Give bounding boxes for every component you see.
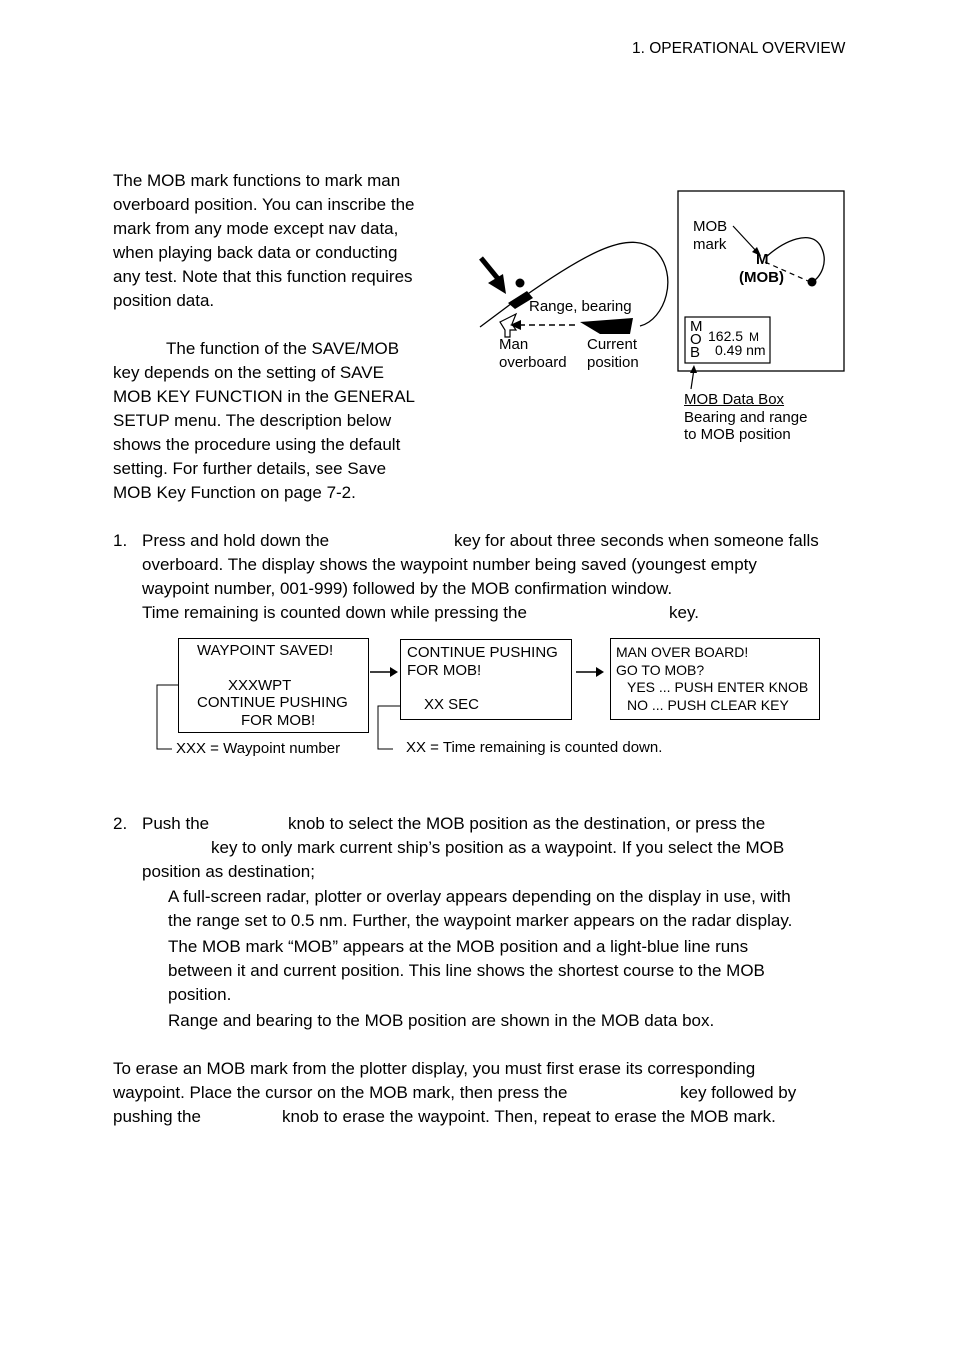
step2-line: knob to select the MOB position as the destination, or press the [288,814,766,833]
note-line: key depends on the setting of SAVE [113,363,384,382]
overboard-label: overboard [499,354,567,371]
databox-letter: O [690,331,702,348]
step1-line: Time remaining is counted down while pressing the [142,603,527,622]
mob-paren-symbol: (MOB) [739,269,784,286]
intro-line: mark from any mode except nav data, [113,219,399,238]
mark-label: mark [693,236,727,253]
databox-desc: Bearing and range [684,409,808,426]
step2-subline: Range and bearing to the MOB position are shown in the MOB data box. [168,1011,715,1030]
box-text: CONTINUE PUSHING [197,694,348,711]
databox-title: MOB Data Box [684,391,785,408]
box-text: WAYPOINT SAVED! [197,642,334,659]
note-line: SETUP menu. The description below [113,411,392,430]
waypoint-saved-box [178,638,369,733]
erase-line: knob to erase the waypoint. Then, repeat to erase the MOB mark. [282,1107,776,1126]
step2-line: Push the [142,814,210,833]
step2-line: position as destination; [142,862,315,881]
section-header: 1. OPERATIONAL OVERVIEW [632,40,846,57]
step2-subline: the range set to 0.5 nm. Further, the waypoint marker appears on the radar display. [168,911,793,930]
box-text: CONTINUE PUSHING [407,644,558,661]
step1-line: key for about three seconds when someone falls [454,531,819,550]
erase-line: pushing the [113,1107,201,1126]
box-text: MAN OVER BOARD! [616,644,749,660]
box-text: GO TO MOB? [616,662,705,678]
note-line: MOB KEY FUNCTION in the GENERAL [113,387,415,406]
erase-line: waypoint. Place the cursor on the MOB mark, then press the [113,1083,568,1102]
mob-label: MOB [693,218,728,235]
databox-desc: to MOB position [684,426,791,443]
step2-subline: between it and current position. This line shows the shortest course to the MOB [168,961,765,980]
continue-pushing-box [400,639,572,720]
box-text: XXXWPT [228,677,292,694]
man-label: Man [499,336,529,353]
range-bearing-label: Range, bearing [529,298,632,315]
step2-subline: The MOB mark “MOB” appears at the MOB position and a light-blue line runs [168,937,749,956]
man-over-board-box [610,638,820,720]
step-number: 2. [113,814,128,833]
flow-note: XXX = Waypoint number [176,740,341,757]
note-line: The function of the SAVE/MOB [166,339,400,358]
step1-line: waypoint number, 001-999) followed by the MOB confirmation window. [142,579,673,598]
note-line: MOB Key Function on page 7-2. [113,483,356,502]
databox-letter: B [690,344,701,361]
mob-m-symbol: M [756,251,769,268]
intro-line: overboard position. You can inscribe the [113,195,415,214]
step1-line: overboard. The display shows the waypoint number being saved (youngest empty [142,555,757,574]
erase-line: key followed by [680,1083,797,1102]
flow-note: XX = Time remaining is counted down. [406,739,663,756]
box-text: YES ... PUSH ENTER KNOB [627,679,809,695]
step2-line: key to only mark current ship’s position as a waypoint. If you select the MOB [211,838,785,857]
note-line: shows the procedure using the default [113,435,401,454]
step1-line: key. [669,603,699,622]
box-text: FOR MOB! [407,662,482,679]
step-number: 1. [113,531,128,550]
step2-subline: position. [168,985,232,1004]
position-label: position [587,354,639,371]
step1-line: Press and hold down the [142,531,330,550]
step2-subline: A full-screen radar, plotter or overlay appears depending on the display in use, with [168,887,791,906]
intro-line: The MOB mark functions to mark man [113,171,401,190]
bearing-unit: M [748,330,759,344]
box-text: NO ... PUSH CLEAR KEY [627,697,789,713]
databox-range: 0.49 nm [715,342,766,358]
box-text: FOR MOB! [241,712,316,729]
note-line: setting. For further details, see Save [113,459,387,478]
intro-line: when playing back data or conducting [113,243,398,262]
intro-line: any test. Note that this function requires [113,267,413,286]
erase-line: To erase an MOB mark from the plotter display, you must first erase its corresponding [113,1059,756,1078]
databox-letter: M [690,318,703,335]
intro-line: position data. [113,291,215,310]
current-label: Current [587,336,638,353]
bearing-value: 162.5 [708,328,744,344]
box-text: XX SEC [424,696,480,713]
